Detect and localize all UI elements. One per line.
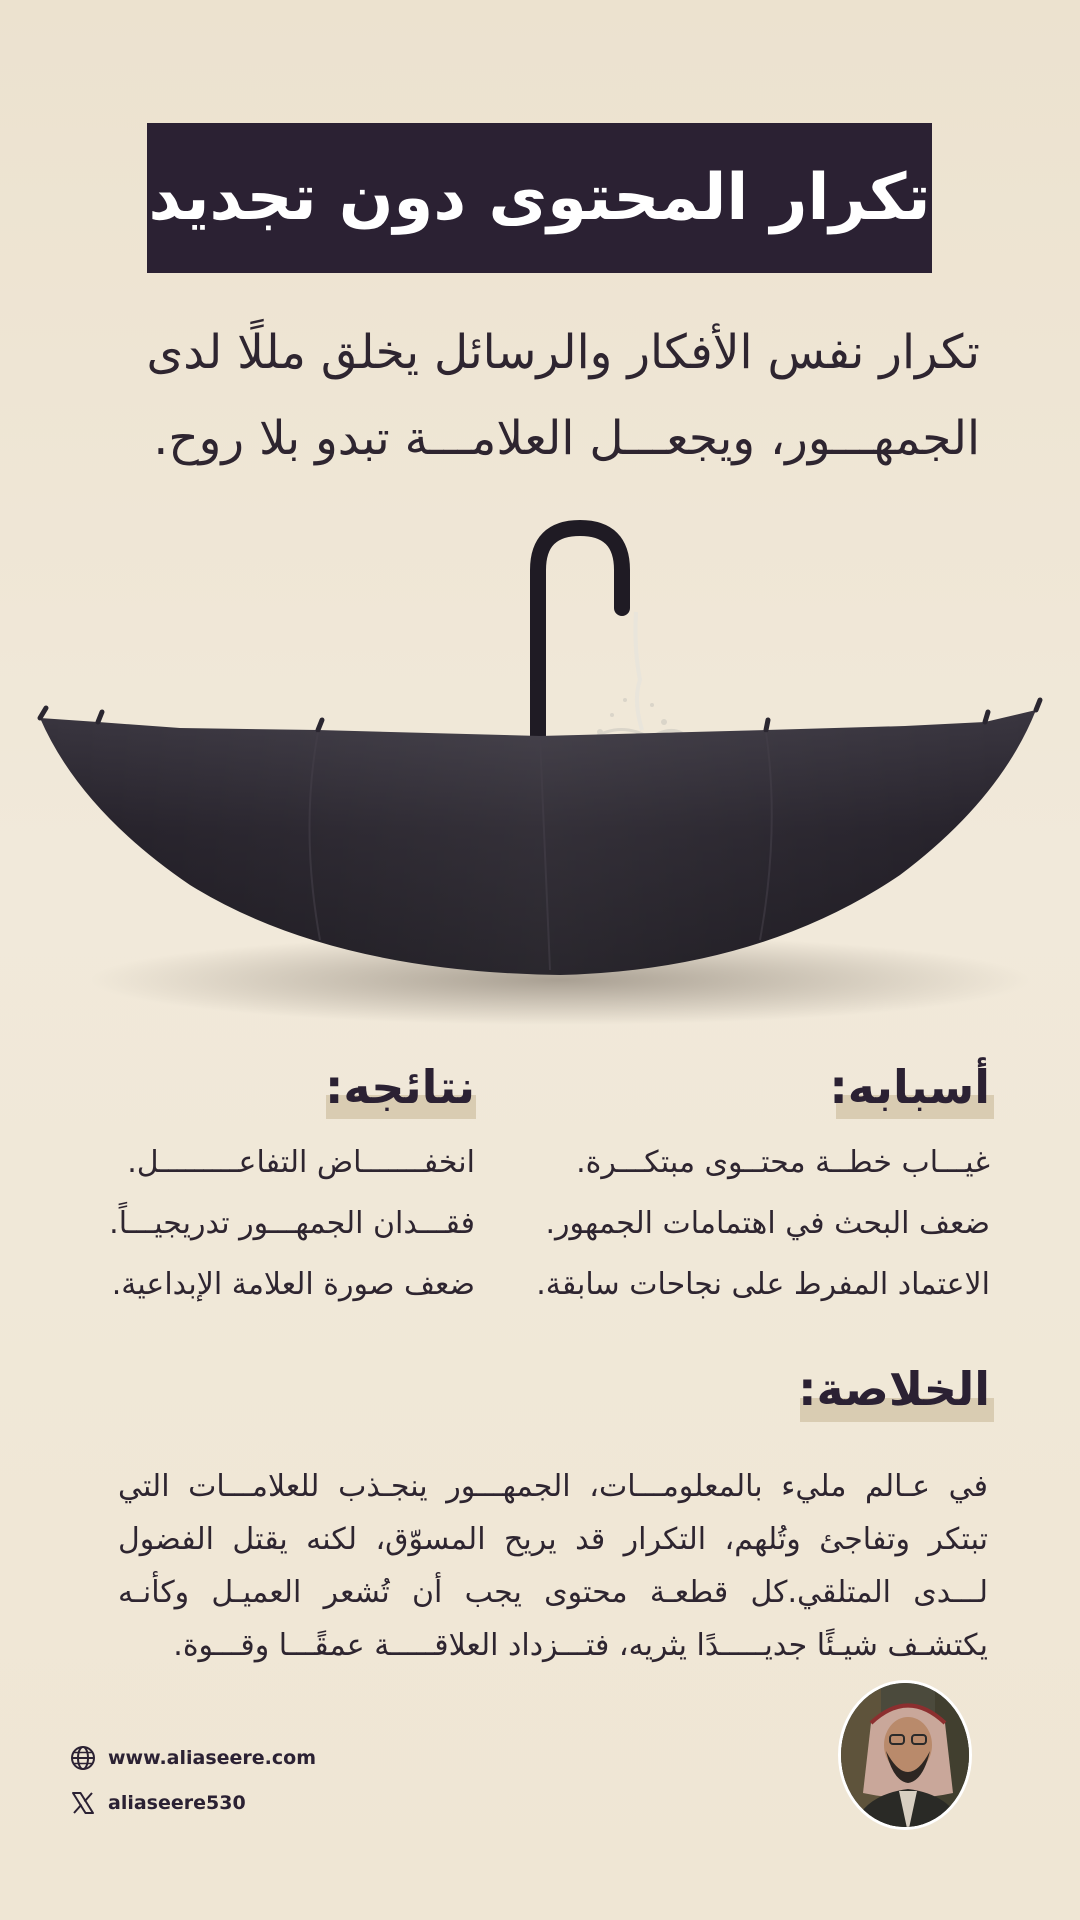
author-avatar [838, 1680, 972, 1830]
list-item: ضعف صورة العلامة الإبداعية. [111, 1267, 475, 1302]
portrait-image [841, 1683, 972, 1830]
subtitle: تكرار نفس الأفكار والرسائل يخلق مللًا لدى الجمهـــور، ويجعـــل العلامـــة تبدو بلا روح. [146, 325, 980, 466]
causes-heading: أسبابه: [829, 1060, 990, 1114]
list-item: انخفـــــــاض التفاعـــــــــل. [127, 1145, 475, 1180]
website-row[interactable] [70, 1745, 316, 1771]
upside-down-umbrella-image [0, 500, 1080, 1060]
title-banner [147, 123, 932, 273]
causes-list [510, 1132, 990, 1315]
page-title: تكرار المحتوى دون تجديد [148, 161, 931, 235]
social-handle[interactable]: aliaseere530 [108, 1792, 246, 1814]
conclusion-text: في عـالم مليء بالمعلومـــات، الجمهـــور ينجـذب للعلامـــات التي تبتكر وتفاجئ وتُلهم، التكرار قد يريح المسوّق، لكنه يقتل الفضول لـــدى المتلقي.كل قطعـة محتوى يجب أن تُشعر العميـل وكأنـه يكتشـف شيـئًا جديـــــدًا يثريه، فتـــزداد العلاقـــــة عمقًـــا وقـــوة. [118, 1469, 988, 1663]
results-list [55, 1132, 475, 1315]
globe-icon [70, 1745, 96, 1771]
website-link[interactable]: www.aliaseere.com [108, 1747, 316, 1769]
x-logo-icon [70, 1790, 96, 1816]
list-item: فقـــدان الجمهـــور تدريجيـــاً. [109, 1206, 475, 1241]
conclusion-heading: الخلاصة: [798, 1362, 990, 1416]
list-item: غيـــاب خطــة محتــوى مبتكـــرة. [576, 1145, 990, 1180]
list-item: الاعتماد المفرط على نجاحات سابقة. [536, 1267, 990, 1302]
list-item: ضعف البحث في اهتمامات الجمهور. [545, 1206, 990, 1241]
umbrella-illustration [0, 500, 1080, 1060]
handle-row[interactable] [70, 1790, 246, 1816]
results-heading: نتائجه: [324, 1060, 475, 1114]
